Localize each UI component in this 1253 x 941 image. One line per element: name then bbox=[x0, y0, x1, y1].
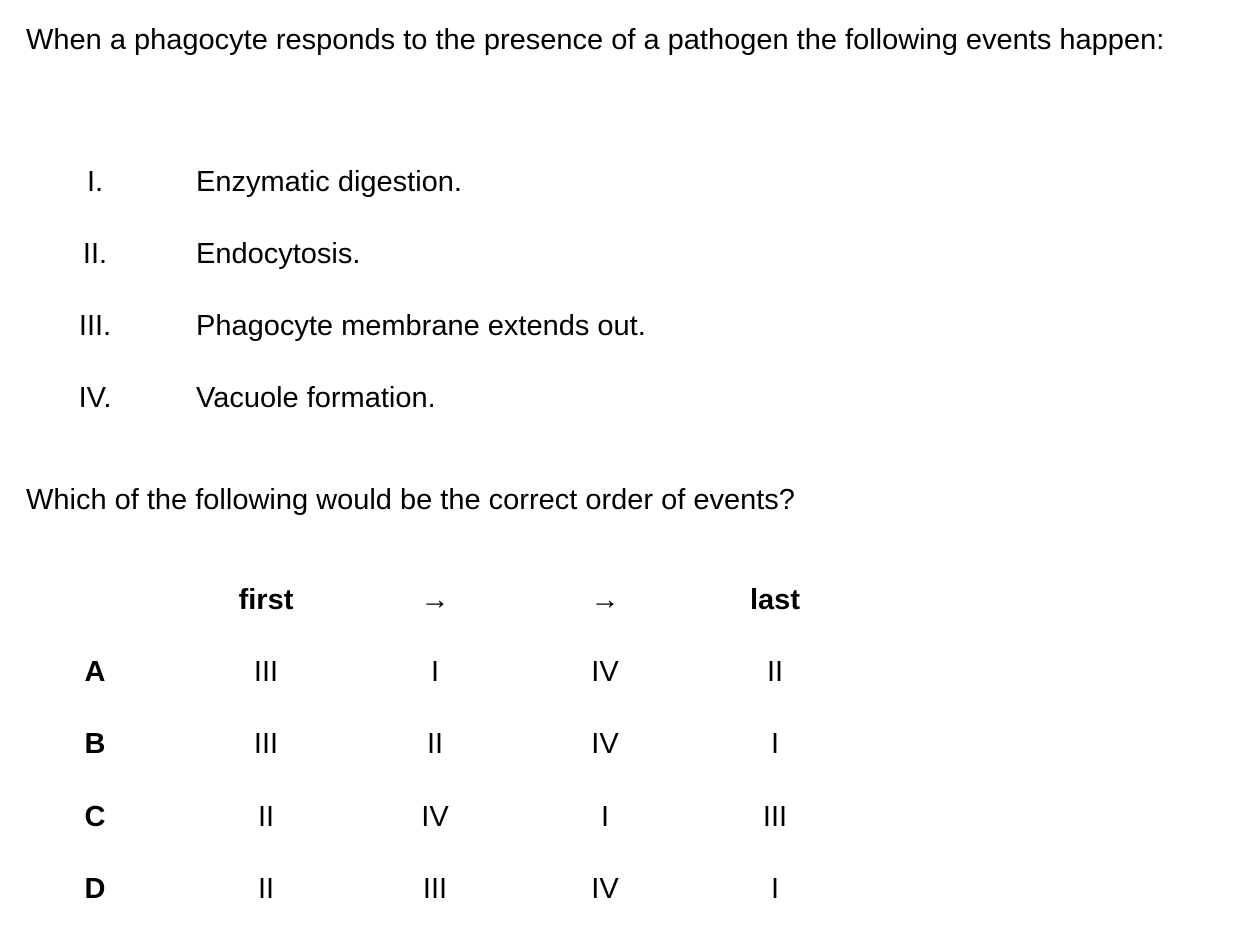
header-arrow: → bbox=[420, 584, 450, 616]
option-letter: D bbox=[84, 873, 106, 905]
sequence-cell: III bbox=[422, 873, 448, 905]
option-row-c[interactable] bbox=[0, 797, 1253, 837]
sequence-cell: II bbox=[257, 873, 275, 905]
sequence-cell: II bbox=[766, 656, 784, 688]
sequence-cell: IV bbox=[591, 873, 619, 905]
sequence-cell: III bbox=[253, 656, 279, 688]
event-text: Vacuole formation. bbox=[196, 382, 436, 414]
sequence-cell: IV bbox=[421, 801, 449, 833]
sequence-cell: IV bbox=[591, 728, 619, 760]
option-letter: B bbox=[84, 728, 106, 760]
sequence-cell: I bbox=[600, 801, 610, 833]
sequence-cell: I bbox=[430, 656, 440, 688]
option-row-a[interactable] bbox=[0, 652, 1253, 692]
header-last: last bbox=[750, 584, 800, 616]
sequence-cell: II bbox=[257, 801, 275, 833]
option-letter: A bbox=[84, 656, 106, 688]
option-row-b[interactable] bbox=[0, 724, 1253, 764]
table-header-row bbox=[0, 580, 1253, 620]
question-intro: When a phagocyte responds to the presence of a pathogen the following events happen: bbox=[26, 24, 1165, 56]
sequence-cell: I bbox=[770, 728, 780, 760]
sequence-cell: I bbox=[770, 873, 780, 905]
event-text: Enzymatic digestion. bbox=[196, 166, 462, 198]
sequence-cell: II bbox=[426, 728, 444, 760]
option-letter: C bbox=[84, 801, 106, 833]
sequence-cell: IV bbox=[591, 656, 619, 688]
event-text: Phagocyte membrane extends out. bbox=[196, 310, 646, 342]
option-row-d[interactable] bbox=[0, 869, 1253, 909]
question-prompt: Which of the following would be the correct order of events? bbox=[26, 484, 795, 516]
header-arrow: → bbox=[590, 584, 620, 616]
sequence-cell: III bbox=[762, 801, 788, 833]
header-first: first bbox=[238, 584, 294, 616]
sequence-cell: III bbox=[253, 728, 279, 760]
event-text: Endocytosis. bbox=[196, 238, 361, 270]
